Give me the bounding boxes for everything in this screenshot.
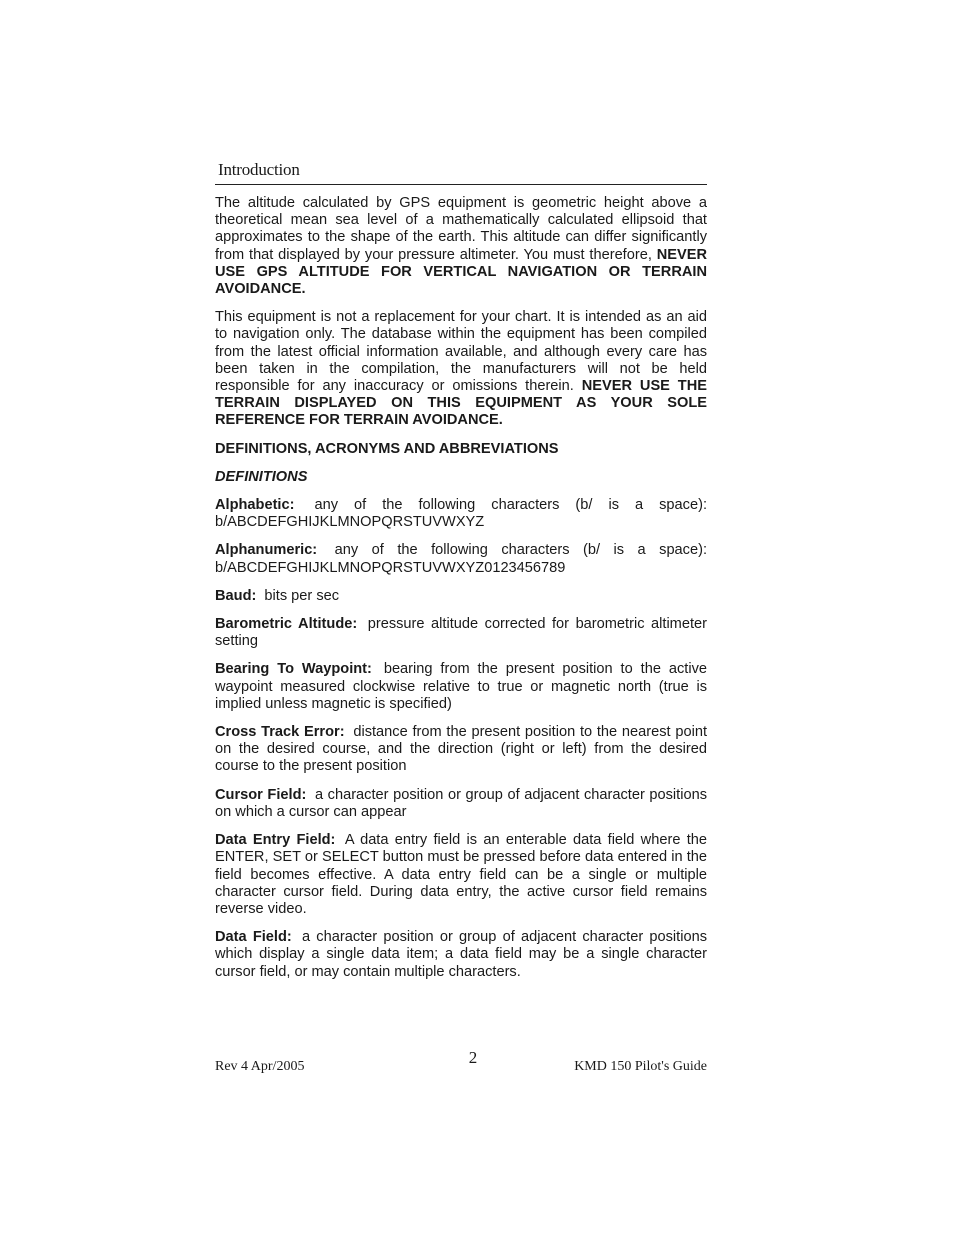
definition-text: any of the following characters (b/ is a space): b/ABCDEFGHIJKLMNOPQRSTUVWXYZ0123456789 (215, 542, 708, 576)
intro-paragraph-2: This equipment is not a replacement for your chart. It is intended as an aid to navigation only. The database within the equipment has been compiled from the latest official information available, and although every care has been taken in the compilation, the manufacturers will not be held responsible for any inaccuracy or omissions therein. NEVER USE THE TERRAIN DISPLAYED ON THIS EQUIPMENT AS YOUR SOLE REFERENCE FOR TERRAIN AVOIDANCE. (215, 309, 707, 429)
definition-text: distance from the present position to the nearest point on the desired course, and the direction (right or left) from the desired course to the present position (215, 724, 707, 775)
definition-text: pressure altitude corrected for barometric altimeter setting (215, 616, 707, 650)
intro-paragraph-1: The altitude calculated by GPS equipment is geometric height above a theoretical mean sea level of a mathematically calculated ellipsoid that approximates to the shape of the earth. This altitude can differ significantly from that displayed by your pressure altimeter. You must therefore, NEVER USE GPS ALTITUDE FOR VERTICAL NAVIGATION OR TERRAIN AVOIDANCE. (215, 195, 707, 298)
definition-item (215, 832, 707, 918)
definition-text: A data entry field is an enterable data field where the ENTER, SET or SELECT button must be pressed before data entered in the field becomes effective. A data entry field can be a single or multiple character cursor field. During data entry, the active cursor field remains reverse video. (215, 832, 707, 917)
page-number: 2 (468, 1048, 478, 1067)
warning-text: NEVER USE GPS ALTITUDE FOR VERTICAL NAVIGATION OR TERRAIN AVOIDANCE. (215, 246, 707, 298)
section-header (215, 160, 707, 185)
definition-term: Data Entry Field: (215, 832, 336, 849)
definition-term: Cursor Field: (215, 786, 307, 803)
definition-item (215, 542, 707, 576)
revision-label: Rev 4 Apr/2005 (215, 1059, 305, 1074)
definition-item (215, 929, 707, 981)
definitions-subheading: DEFINITIONS (215, 468, 308, 485)
definition-item (215, 724, 707, 776)
definition-term: Alphabetic: (215, 497, 295, 514)
page-footer (215, 1048, 707, 1078)
definition-term: Data Field: (215, 929, 292, 946)
definition-term: Barometric Altitude: (215, 616, 358, 633)
warning-text: NEVER USE THE TERRAIN DISPLAYED ON THIS EQUIPMENT AS YOUR SOLE REFERENCE FOR TERRAIN AVOIDANCE. (215, 378, 707, 429)
definition-text: bits per sec (264, 587, 340, 604)
definition-item (215, 616, 707, 650)
definition-text: a character position or group of adjacent character positions on which a cursor can appear (215, 786, 707, 820)
definition-item (215, 588, 707, 605)
definition-text: a character position or group of adjacent character positions which display a single data item; a data field may be a single character cursor field, or may contain multiple characters. (215, 929, 707, 980)
definition-item (215, 497, 707, 531)
definition-term: Cross Track Error: (215, 724, 345, 741)
definition-item (215, 787, 707, 821)
definition-term: Alphanumeric: (215, 542, 318, 559)
definition-text: any of the following characters (b/ is a space): b/ABCDEFGHIJKLMNOPQRSTUVWXYZ (215, 497, 707, 531)
definition-text: bearing from the present position to the active waypoint measured clockwise relative to true or magnetic north (true is implied unless magnetic is specified) (215, 661, 707, 712)
guide-title: KMD 150 Pilot's Guide (574, 1059, 707, 1074)
page-content (215, 195, 707, 992)
document-page (215, 0, 707, 1235)
definition-term: Bearing To Waypoint: (215, 661, 372, 678)
definition-item (215, 661, 707, 713)
definitions-heading: DEFINITIONS, ACRONYMS AND ABBREVIATIONS (215, 440, 559, 457)
section-title: Introduction (218, 160, 300, 179)
definition-term: Baud: (215, 587, 257, 604)
